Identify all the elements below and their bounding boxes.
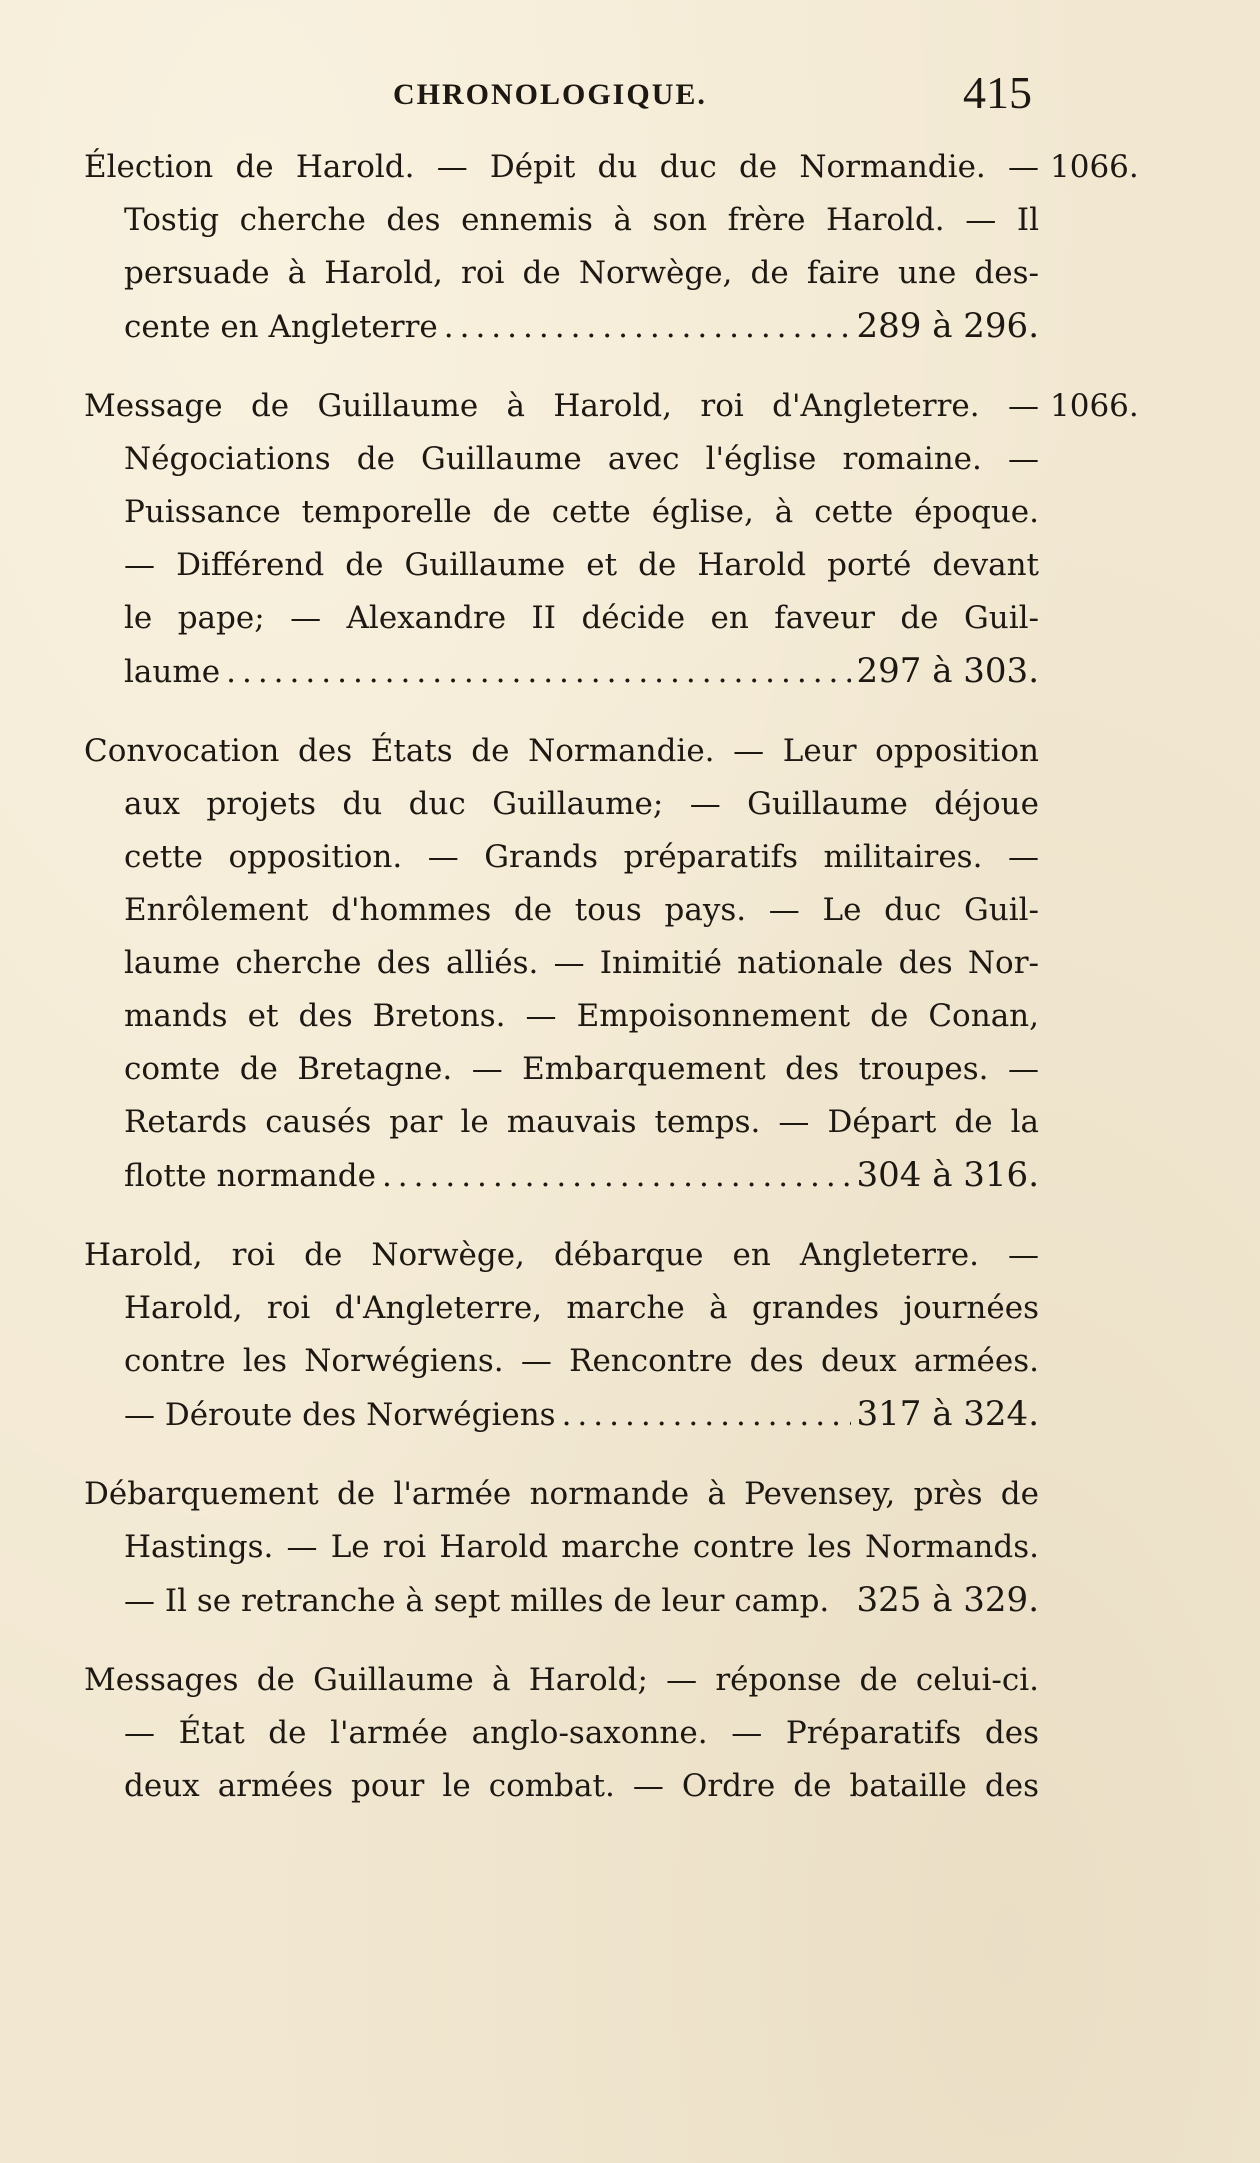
page-range: 317 à 324. — [856, 1394, 1039, 1434]
entry-last-line — [84, 1574, 1039, 1627]
entry-line: persuade à Harold, roi de Norwège, de faire une des- — [124, 255, 1039, 291]
entry-line: Négociations de Guillaume avec l'église romaine. — — [124, 441, 1039, 477]
entry-line: deux armées pour le combat. — Ordre de bataille des — [124, 1768, 1039, 1804]
page-header — [0, 67, 1260, 130]
toc-entry — [84, 380, 1224, 698]
page-number: 415 — [963, 67, 1032, 118]
entry-year: 1066. — [1050, 388, 1139, 424]
entry-line-text: laume — [124, 654, 221, 690]
entry-line: Message de Guillaume à Harold, roi d'Angleterre. — 1066. — [84, 380, 1039, 433]
entry-line: Harold, roi d'Angleterre, marche à grandes journées — [124, 1290, 1039, 1326]
dot-leader — [444, 301, 851, 354]
entry-line: — État de l'armée anglo-saxonne. — Préparatifs des — [124, 1715, 1039, 1751]
entry-line: Élection de Harold. — Dépit du duc de Normandie. — 1066. — [84, 141, 1039, 194]
entry-line: Retards causés par le mauvais temps. — Départ de la — [124, 1104, 1039, 1140]
entry-line: Débarquement de l'armée normande à Pevensey, près de — [84, 1476, 1039, 1512]
table-of-contents — [84, 141, 1224, 1840]
dot-leader — [382, 1150, 851, 1203]
toc-entry — [84, 141, 1224, 353]
toc-entry — [84, 1468, 1224, 1627]
entry-line: aux projets du duc Guillaume; — Guillaume déjoue — [124, 786, 1039, 822]
entry-line-text: flotte normande — [124, 1158, 376, 1194]
entry-line: mands et des Bretons. — Empoisonnement de Conan, — [124, 998, 1039, 1034]
page-range: 297 à 303. — [856, 651, 1039, 691]
toc-entry — [84, 725, 1224, 1202]
entry-line: comte de Bretagne. — Embarquement des troupes. — — [124, 1051, 1039, 1087]
entry-last-line — [84, 1149, 1039, 1202]
entry-line: cette opposition. — Grands préparatifs militaires. — — [124, 839, 1039, 875]
dot-leader — [562, 1389, 851, 1442]
running-head: CHRONOLOGIQUE. — [393, 78, 707, 111]
entry-line: contre les Norwégiens. — Rencontre des deux armées. — [124, 1343, 1039, 1379]
entry-line: Puissance temporelle de cette église, à cette époque. — [124, 494, 1039, 530]
entry-last-line — [84, 645, 1039, 698]
entry-line: Hastings. — Le roi Harold marche contre les Normands. — [124, 1529, 1039, 1565]
entry-line: Harold, roi de Norwège, débarque en Angleterre. — — [84, 1237, 1039, 1273]
entry-last-line — [84, 300, 1039, 353]
dot-leader — [226, 646, 850, 699]
entry-line: Tostig cherche des ennemis à son frère Harold. — Il — [124, 202, 1039, 238]
entry-last-line — [84, 1388, 1039, 1441]
entry-line-text: — Déroute des Norwégiens — [124, 1397, 556, 1433]
toc-entry — [84, 1229, 1224, 1441]
entry-line: le pape; — Alexandre II décide en faveur de Guil- — [124, 600, 1039, 636]
page-range: 304 à 316. — [856, 1155, 1039, 1195]
page-range: 325 à 329. — [856, 1580, 1039, 1620]
entry-line: Messages de Guillaume à Harold; — réponse de celui-ci. — [84, 1662, 1039, 1698]
entry-year: 1066. — [1050, 149, 1139, 185]
entry-line: Enrôlement d'hommes de tous pays. — Le duc Guil- — [124, 892, 1039, 928]
entry-line-text: cente en Angleterre — [124, 309, 438, 345]
entry-line: Convocation des États de Normandie. — Leur opposition — [84, 733, 1039, 769]
entry-line: — Différend de Guillaume et de Harold porté devant — [124, 547, 1039, 583]
entry-line-text: — Il se retranche à sept milles de leur camp. — [124, 1583, 830, 1619]
toc-entry — [84, 1654, 1224, 1813]
page-range: 289 à 296. — [856, 306, 1039, 346]
entry-line: laume cherche des alliés. — Inimitié nationale des Nor- — [124, 945, 1039, 981]
